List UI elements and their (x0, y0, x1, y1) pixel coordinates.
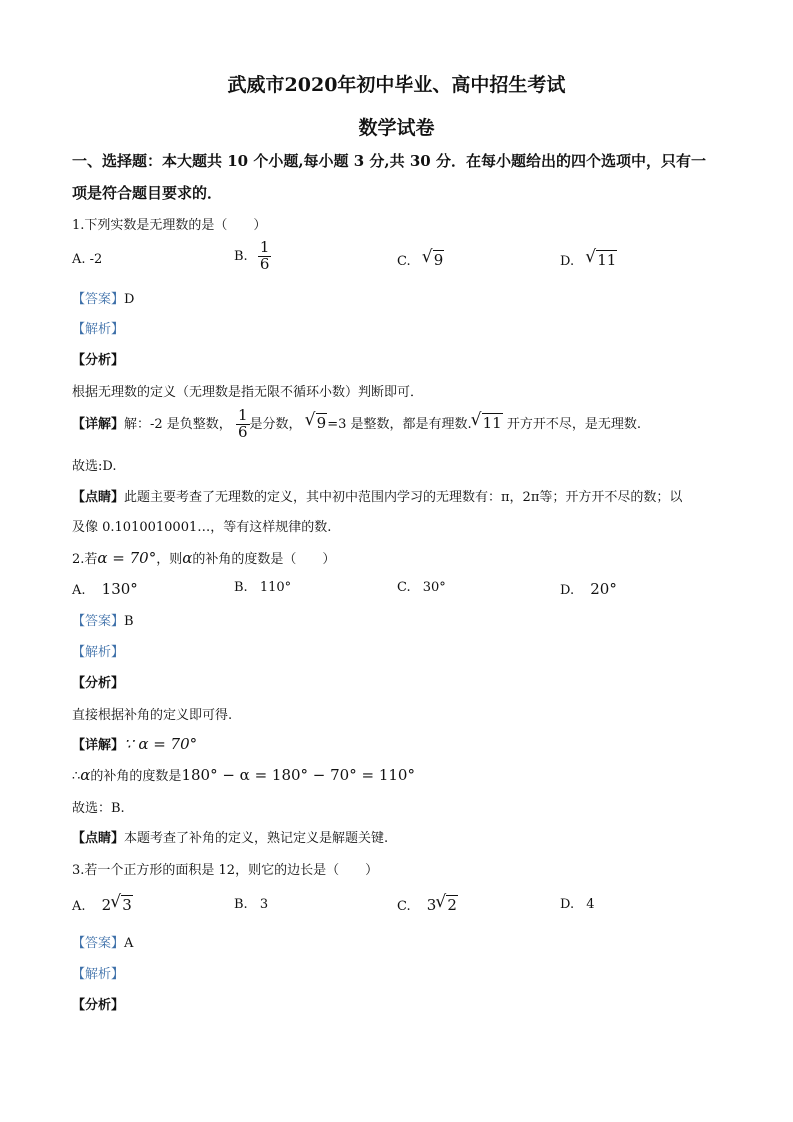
q1-analysis-label: 【解析】 (72, 322, 125, 337)
q2-fenxi-label: 【分析】 (72, 676, 125, 691)
page-title: 武威市2020年初中毕业、高中招生考试 (227, 74, 566, 96)
q2-analysis-label: 【解析】 (72, 645, 125, 660)
q2-detail (72, 734, 197, 753)
q2-option-d (560, 580, 617, 598)
q1-stem: 1.下列实数是无理数的是（ ） (72, 218, 267, 233)
q1-option-b-label: B. (234, 248, 248, 264)
q1-option-d-sqrt (586, 250, 617, 269)
q3-option-a-coef: 2 (101, 896, 112, 914)
q1-option-c-radicand: 9 (433, 251, 444, 269)
q3-option-a (72, 895, 133, 914)
q2-therefore-line (72, 765, 415, 784)
q1-option-c (397, 250, 444, 269)
answer-label: 【答案】 (72, 936, 125, 951)
q3-option-a-radicand: 3 (122, 896, 132, 914)
q1-detail-part-b: 是分数， (249, 416, 302, 432)
q1-detail-radicand-11: 11 (482, 413, 502, 432)
q3-option-b-value: 3 (259, 897, 269, 912)
q1-option-b-fraction (258, 240, 272, 273)
q3-stem: 3.若一个正方形的面积是 12，则它的边长是（ ） (72, 863, 379, 878)
detail-label: 【详解】 (72, 738, 125, 753)
q2-dianjing-text: 本题考查了补角的定义，熟记定义是解题关键. (124, 831, 389, 846)
q3-option-a-sqrt (111, 895, 133, 914)
q3-option-c-radicand: 2 (447, 896, 457, 914)
dianjing-label: 【点睛】 (72, 831, 125, 846)
q3-option-c-sqrt (436, 895, 458, 914)
q2-line-mid: 的补角的度数是 (90, 769, 182, 784)
q2-option-c (397, 580, 446, 595)
q1-detail-radicand-9: 9 (316, 413, 327, 432)
q1-option-d-label: D. (560, 254, 575, 269)
q2-option-a-label: A. (72, 583, 86, 598)
q2-stem (72, 548, 335, 567)
q1-detail-numerator: 1 (237, 406, 248, 424)
q3-option-c (397, 895, 458, 914)
q1-detail-sqrt11 (472, 413, 503, 432)
q2-stem-alpha: α (182, 549, 193, 567)
q3-answer (72, 932, 133, 951)
q1-fenxi-label: 【分析】 (72, 353, 125, 368)
q3-analysis-label: 【解析】 (72, 967, 125, 982)
q1-option-c-sqrt (423, 250, 445, 269)
q2-stem-b: ，则 (156, 552, 183, 567)
q2-option-d-label: D. (560, 583, 575, 598)
q2-dianjing (72, 827, 388, 846)
q2-therefore: ∴ (72, 769, 81, 784)
q1-detail-part-c: =3 是整数，都是有理数. (327, 416, 472, 432)
q3-option-c-coef: 3 (426, 896, 437, 914)
q1-option-b (234, 240, 271, 273)
q2-stem-math: α = 70° (97, 549, 157, 567)
q2-option-b (234, 580, 291, 595)
q1-option-b-denominator: 6 (259, 254, 270, 273)
q1-answer-value: D (124, 292, 135, 307)
q2-stem-a: 2.若 (72, 552, 98, 567)
q1-detail-fraction (236, 408, 250, 441)
q3-option-a-label: A. (72, 899, 86, 914)
q2-detail-math: ∵ α = 70° (124, 735, 198, 753)
q1-detail-sqrt9 (306, 413, 328, 432)
answer-label: 【答案】 (72, 614, 125, 629)
q2-option-a-value: 130° (101, 580, 138, 598)
q1-detail-part-d: 开方开不尽，是无理数. (506, 416, 642, 432)
detail-label: 【详解】 (72, 416, 125, 432)
q2-fenxi-text: 直接根据补角的定义即可得. (72, 708, 233, 723)
q2-answer-value: B (124, 614, 134, 629)
section-heading-line1: 一、选择题：本大题共 10 个小题,每小题 3 分,共 30 分．在每小题给出的四个选项中，只有一 (72, 152, 706, 170)
q1-dianjing-line2: 及像 0.1010010001…，等有这样规律的数. (72, 520, 332, 535)
q2-option-a (72, 580, 138, 598)
q2-alpha: α (80, 766, 91, 784)
answer-label: 【答案】 (72, 292, 125, 307)
q3-option-c-label: C. (397, 899, 411, 914)
q2-choose: 故选：B. (72, 801, 125, 816)
q1-detail (72, 408, 641, 441)
q3-option-d (560, 897, 595, 912)
q1-dianjing-text1: 此题主要考查了无理数的定义，其中初中范围内学习的无理数有：π，2π等；开方开不尽的数；以 (124, 490, 683, 505)
dianjing-label: 【点睛】 (72, 490, 125, 505)
page-subtitle: 数学试卷 (358, 117, 435, 139)
q2-stem-c: 的补角的度数是（ ） (192, 552, 336, 567)
q2-option-b-value: 110° (259, 580, 292, 595)
q1-dianjing-line1 (72, 486, 682, 505)
q1-choose: 故选:D. (72, 459, 117, 474)
q3-option-d-label: D. (560, 897, 575, 912)
q1-answer (72, 288, 134, 307)
q1-option-d-radicand: 11 (597, 251, 617, 269)
q3-option-b-label: B. (234, 897, 248, 912)
q2-option-c-value: 30° (422, 580, 446, 595)
q3-option-d-value: 4 (586, 897, 595, 912)
q3-answer-value: A (124, 936, 134, 951)
q2-line-math: 180° − α = 180° − 70° = 110° (181, 766, 415, 784)
q1-detail-part-a: 解：-2 是负整数， (124, 416, 232, 432)
q2-answer (72, 610, 134, 629)
q2-option-d-value: 20° (590, 580, 617, 598)
q1-option-d (560, 250, 617, 269)
section-heading-line2: 项是符合题目要求的． (72, 184, 223, 202)
q1-fenxi-text: 根据无理数的定义（无理数是指无限不循环小数）判断即可． (72, 385, 424, 400)
q1-detail-denominator: 6 (237, 422, 248, 441)
q2-option-c-label: C. (397, 580, 411, 595)
q1-option-c-label: C. (397, 254, 411, 269)
q3-fenxi-label: 【分析】 (72, 998, 125, 1013)
q3-option-b (234, 897, 268, 912)
q2-option-b-label: B. (234, 580, 248, 595)
q1-option-b-numerator: 1 (259, 238, 270, 256)
q1-option-a: A. -2 (72, 252, 103, 267)
